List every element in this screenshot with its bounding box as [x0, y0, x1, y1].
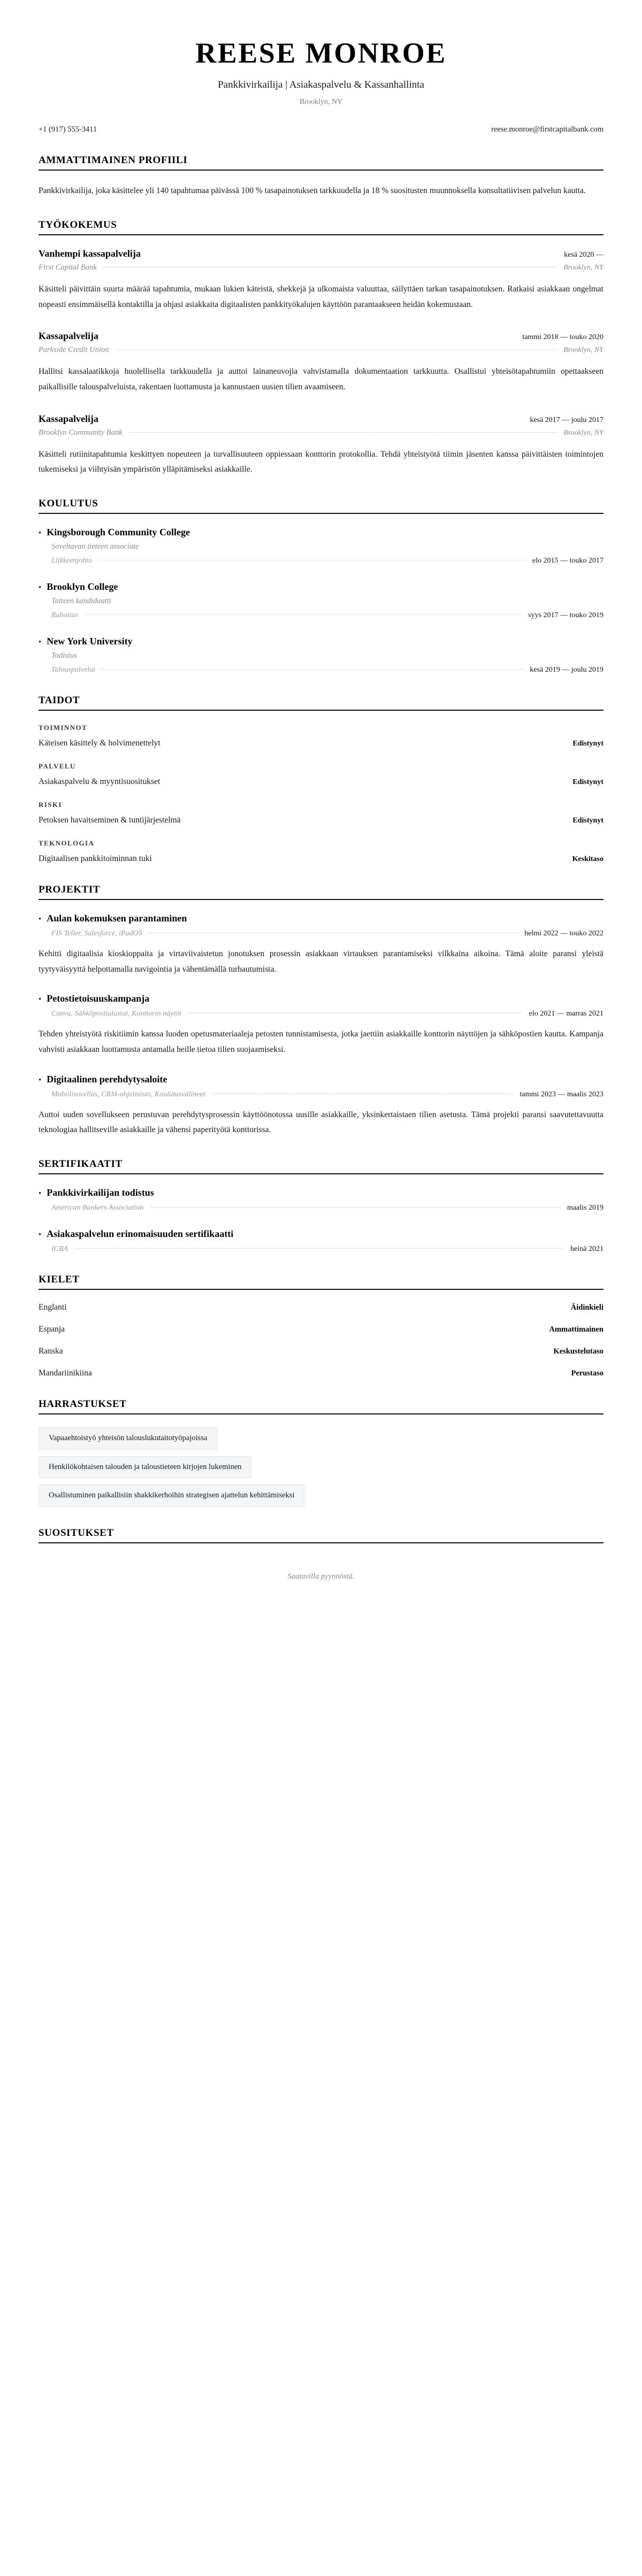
bullet-icon: •: [39, 528, 42, 537]
education-header: [39, 636, 603, 647]
education-dates: syys 2017 — touko 2019: [528, 611, 603, 619]
project-description: Tehden yhteistyötä riskitiimin kanssa luoden opetusmateriaaleja petosten tunnistamisesta, jotka jaettiin asiakkaille konttorin näyttöjen ja sähköpostien kautta. Kampanja vahvisti asiakkaan luottamusta antamalla heille tietoa tilien suojaamiseksi.: [39, 1029, 603, 1054]
job-title: Kassapalvelija: [39, 330, 99, 342]
experience-header: [39, 330, 603, 342]
project-meta: [51, 1090, 603, 1099]
language-row: [39, 1325, 603, 1334]
skill-category: PALVELU: [39, 762, 76, 770]
job-dates: tammi 2018 — touko 2020: [522, 333, 603, 342]
contact-row: [39, 125, 603, 134]
language-row: [39, 1303, 603, 1312]
skill-group: [39, 762, 603, 787]
candidate-headline: Pankkivirkailija | Asiakaspalvelu & Kassanhallinta: [218, 79, 424, 91]
section-divider: [39, 234, 603, 235]
section-heading-projects: PROJEKTIT: [39, 883, 101, 895]
candidate-location: Brooklyn, NY: [299, 98, 343, 106]
section-heading-hobbies: HARRASTUKSET: [39, 1398, 127, 1410]
section-education: [39, 498, 603, 674]
job-description: Hallitsi kassalaatikkoja huolellisella tarkkuudella ja auttoi lainaneuvojia vahvistamalla dokumentaation tarkkuutta. Osallistui yhteisötapahtumiin opettaakseen paikallisille talouspalveluista, rakentaen luottamusta ja kannustaen uusien tilien avaamiseen.: [39, 367, 603, 391]
language-level: Ammattimainen: [549, 1325, 603, 1334]
section-divider: [39, 1173, 603, 1174]
project-title: Aulan kokemuksen parantaminen: [47, 912, 187, 924]
job-company: First Capital Bank: [39, 263, 97, 272]
job-title: Vanhempi kassapalvelija: [39, 248, 141, 259]
bullet-icon: •: [39, 995, 42, 1004]
project-item: [39, 993, 603, 1057]
project-item: [39, 1074, 603, 1138]
section-hobbies: [39, 1398, 603, 1507]
certificate-date: heinä 2021: [570, 1245, 603, 1253]
dotted-leader: [85, 614, 522, 615]
language-name: Ranska: [39, 1347, 63, 1356]
school-name: Kingsborough Community College: [47, 526, 190, 537]
language-name: Mandariinikiina: [39, 1368, 92, 1378]
hobby-chip: Vapaaehtoistyö yhteisön talouslukutaitotyöpajoissa: [39, 1427, 217, 1450]
section-divider: [39, 513, 603, 514]
section-heading-profile: AMMATTIMAINEN PROFIILI: [39, 155, 188, 166]
certificate-meta: [51, 1204, 603, 1212]
section-experience: [39, 219, 603, 478]
certificate-title: Pankkivirkailijan todistus: [47, 1187, 154, 1198]
resume-header: [39, 21, 603, 134]
dotted-leader: [102, 669, 523, 670]
skill-row: [39, 816, 603, 825]
bullet-icon: •: [39, 583, 42, 592]
language-level: Keskustelutaso: [553, 1347, 603, 1356]
section-skills: [39, 695, 603, 864]
section-heading-experience: TYÖKOKEMUS: [39, 219, 117, 230]
project-description: Auttoi uuden sovellukseen perustuvan perehdytysprosessin käyttöönotossa uusille asiakkaille, yksinkertaistaen tilien asetusta. Tämä projekti paransi saavutettavuutta teknologiaa hallitseville asiakkaille ja vähensi paperityötä konttorissa.: [39, 1110, 603, 1135]
section-divider: [39, 710, 603, 711]
certificate-header: [39, 1187, 603, 1198]
dotted-leader: [129, 432, 557, 433]
skill-name: Asiakaspalvelu & myyntisuositukset: [39, 776, 160, 786]
section-languages: [39, 1274, 603, 1378]
project-meta: [51, 929, 603, 938]
certificate-title: Asiakaspalvelun erinomaisuuden sertifikaatti: [47, 1228, 234, 1239]
education-dates: kesä 2019 — joulu 2019: [530, 665, 603, 674]
language-name: Englanti: [39, 1303, 67, 1312]
skill-category: TEKNOLOGIA: [39, 839, 95, 847]
language-row: [39, 1347, 603, 1356]
job-description: Käsitteli rutiinitapahtumia keskittyen nopeuteen ja turvallisuuteen oppiessaan konttorin protokollia. Tehdä yhteistyötä tiimin jäsenten kanssa päivittäisten toimintojen tukemiseksi ja viihtyisän ympäristön ylläpitämiseksi asiakkaille.: [39, 449, 603, 474]
project-title: Digitaalinen perehdytysaloite: [47, 1073, 167, 1085]
dotted-leader: [150, 1207, 561, 1208]
field-of-study: Liikkeenjohto: [51, 556, 93, 565]
dotted-leader: [74, 1248, 564, 1249]
experience-subheader: [39, 345, 603, 355]
project-dates: helmi 2022 — touko 2022: [524, 929, 603, 937]
job-company: Parkside Credit Union: [39, 345, 109, 355]
section-divider: [39, 1413, 603, 1414]
job-title: Kassapalvelija: [39, 413, 99, 424]
degree-name: Soveltavan tieteen associate: [51, 542, 139, 551]
job-company: Brooklyn Community Bank: [39, 428, 123, 437]
language-level: Äidinkieli: [570, 1303, 603, 1312]
section-divider: [39, 170, 603, 171]
job-location: Brooklyn, NY: [563, 346, 603, 355]
project-header: [39, 913, 603, 924]
hobby-chip-list: [39, 1427, 603, 1507]
hobby-chip: Henkilökohtaisen talouden ja taloustieteen kirjojen lukeminen: [39, 1456, 251, 1479]
field-of-study: Rahoitus: [51, 611, 78, 619]
project-description: Kehitti digitaalisia kioskioppaita ja virtaviivaistetun jonotuksen prosessin asiakkaan virtauksen parantamiseksi vilkkaina aikoina. Tämä aloite paransi yleistä tyytyväisyyttä helpottamalla navigointia ja vähentämällä turhautumista.: [39, 949, 603, 974]
skill-group: [39, 724, 603, 748]
education-item: [39, 636, 603, 674]
experience-item: [39, 248, 603, 312]
education-header: [39, 581, 603, 593]
skill-level: Edistynyt: [572, 816, 603, 825]
project-tools: Mobiilisovellus, CRM-ohjelmisto, Koulutusvälineet: [51, 1090, 205, 1098]
section-profile: [39, 155, 603, 199]
section-heading-references: SUOSITUKSET: [39, 1527, 114, 1539]
certificate-date: maalis 2019: [567, 1204, 603, 1212]
profile-summary: Pankkivirkailija, joka käsittelee yli 140 tapahtumaa päivässä 100 % tasapainotuksen tarkkuudella ja 18 % suositusten muunnoksella konsultatiivisen palvelun kautta.: [39, 186, 586, 196]
skill-level: Edistynyt: [572, 778, 603, 786]
skill-row: [39, 777, 603, 787]
section-heading-certificates: SERTIFIKAATIT: [39, 1158, 123, 1170]
education-item: [39, 581, 603, 620]
skill-group: [39, 801, 603, 825]
skill-name: Käteisen käsittely & holvimenettelyt: [39, 738, 160, 748]
section-heading-skills: TAIDOT: [39, 694, 80, 706]
job-dates: kesä 2020 —: [564, 250, 603, 259]
education-item: [39, 527, 603, 565]
education-dates: elo 2015 — touko 2017: [532, 556, 603, 565]
job-location: Brooklyn, NY: [563, 263, 603, 272]
project-item: [39, 913, 603, 977]
skill-row: [39, 739, 603, 748]
certificate-item: [39, 1228, 603, 1254]
project-dates: elo 2021 — marras 2021: [529, 1010, 603, 1018]
experience-subheader: [39, 428, 603, 437]
bullet-icon: •: [39, 1075, 42, 1085]
certificate-issuer: American Bankers Association: [51, 1204, 144, 1212]
skill-category: RISKI: [39, 800, 62, 809]
hobby-chip: Osallistuminen paikallisiin shakkikerhoihin strategisen ajattelun kehittämiseksi: [39, 1485, 304, 1507]
experience-item: [39, 330, 603, 395]
skill-level: Keskitaso: [572, 855, 603, 863]
references-note: Saatavilla pyynnöstä.: [287, 1572, 355, 1581]
section-divider: [39, 1542, 603, 1543]
project-header: [39, 1074, 603, 1085]
dotted-leader: [116, 349, 557, 350]
experience-item: [39, 413, 603, 478]
section-heading-languages: KIELET: [39, 1274, 80, 1285]
skill-level: Edistynyt: [572, 739, 603, 748]
section-heading-education: KOULUTUS: [39, 497, 98, 509]
language-level: Perustaso: [571, 1369, 603, 1378]
certificate-meta: [51, 1245, 603, 1254]
candidate-name: REESE MONROE: [195, 37, 447, 69]
section-divider: [39, 1289, 603, 1290]
experience-header: [39, 413, 603, 425]
bullet-icon: •: [39, 1189, 42, 1198]
project-dates: tammi 2023 — maalis 2023: [519, 1090, 603, 1098]
degree-name: Todistus: [51, 651, 77, 660]
language-name: Espanja: [39, 1325, 65, 1334]
section-projects: [39, 884, 603, 1138]
certificate-item: [39, 1187, 603, 1212]
project-tools: Canva, Sähköpostialustat, Konttorin näytöt: [51, 1010, 182, 1018]
language-row: [39, 1368, 603, 1378]
education-meta: [51, 611, 603, 620]
project-header: [39, 993, 603, 1004]
field-of-study: Talouspalvelut: [51, 665, 95, 674]
certificate-issuer: ICBA: [51, 1245, 68, 1253]
certificate-header: [39, 1228, 603, 1240]
skill-row: [39, 854, 603, 864]
skill-category: TOIMINNOT: [39, 723, 88, 732]
contact-email[interactable]: reese.monroe@firstcapitalbank.com: [491, 125, 603, 134]
section-references: [39, 1527, 603, 1581]
contact-phone[interactable]: +1 (917) 555-3411: [39, 125, 97, 134]
section-certificates: [39, 1158, 603, 1254]
job-dates: kesä 2017 — joulu 2017: [530, 416, 603, 424]
education-header: [39, 527, 603, 538]
school-name: Brooklyn College: [47, 581, 118, 592]
project-title: Petostietoisuuskampanja: [47, 993, 150, 1004]
skill-name: Digitaalisen pankkitoiminnan tuki: [39, 853, 152, 863]
skill-group: [39, 839, 603, 864]
section-divider: [39, 899, 603, 900]
project-tools: FIS Teller, Salesforce, iPadOS: [51, 929, 142, 937]
project-meta: [51, 1010, 603, 1018]
education-meta: [51, 557, 603, 565]
bullet-icon: •: [39, 1231, 42, 1239]
job-location: Brooklyn, NY: [563, 428, 603, 437]
degree-name: Taiteen kandidaatti: [51, 596, 111, 605]
bullet-icon: •: [39, 914, 42, 924]
experience-header: [39, 248, 603, 259]
school-name: New York University: [47, 635, 133, 647]
experience-subheader: [39, 263, 603, 272]
education-meta: [51, 666, 603, 674]
job-description: Käsitteli päivittäin suurta määrää tapahtumia, mukaan lukien käteistä, shekkejä ja ulkomaista valuuttaa, säilyttäen tarkan tasapainotuksen. Ratkaisi asiakkaan ongelmat nopeasti ensimmäisellä kontaktilla ja ohjasi asiakkaita digitaalisten pankkityökalujen käyttöön parantaakseen heidän kokemustaan.: [39, 284, 603, 309]
bullet-icon: •: [39, 637, 42, 647]
skill-name: Petoksen havaitseminen & tuntijärjestelmä: [39, 815, 181, 825]
